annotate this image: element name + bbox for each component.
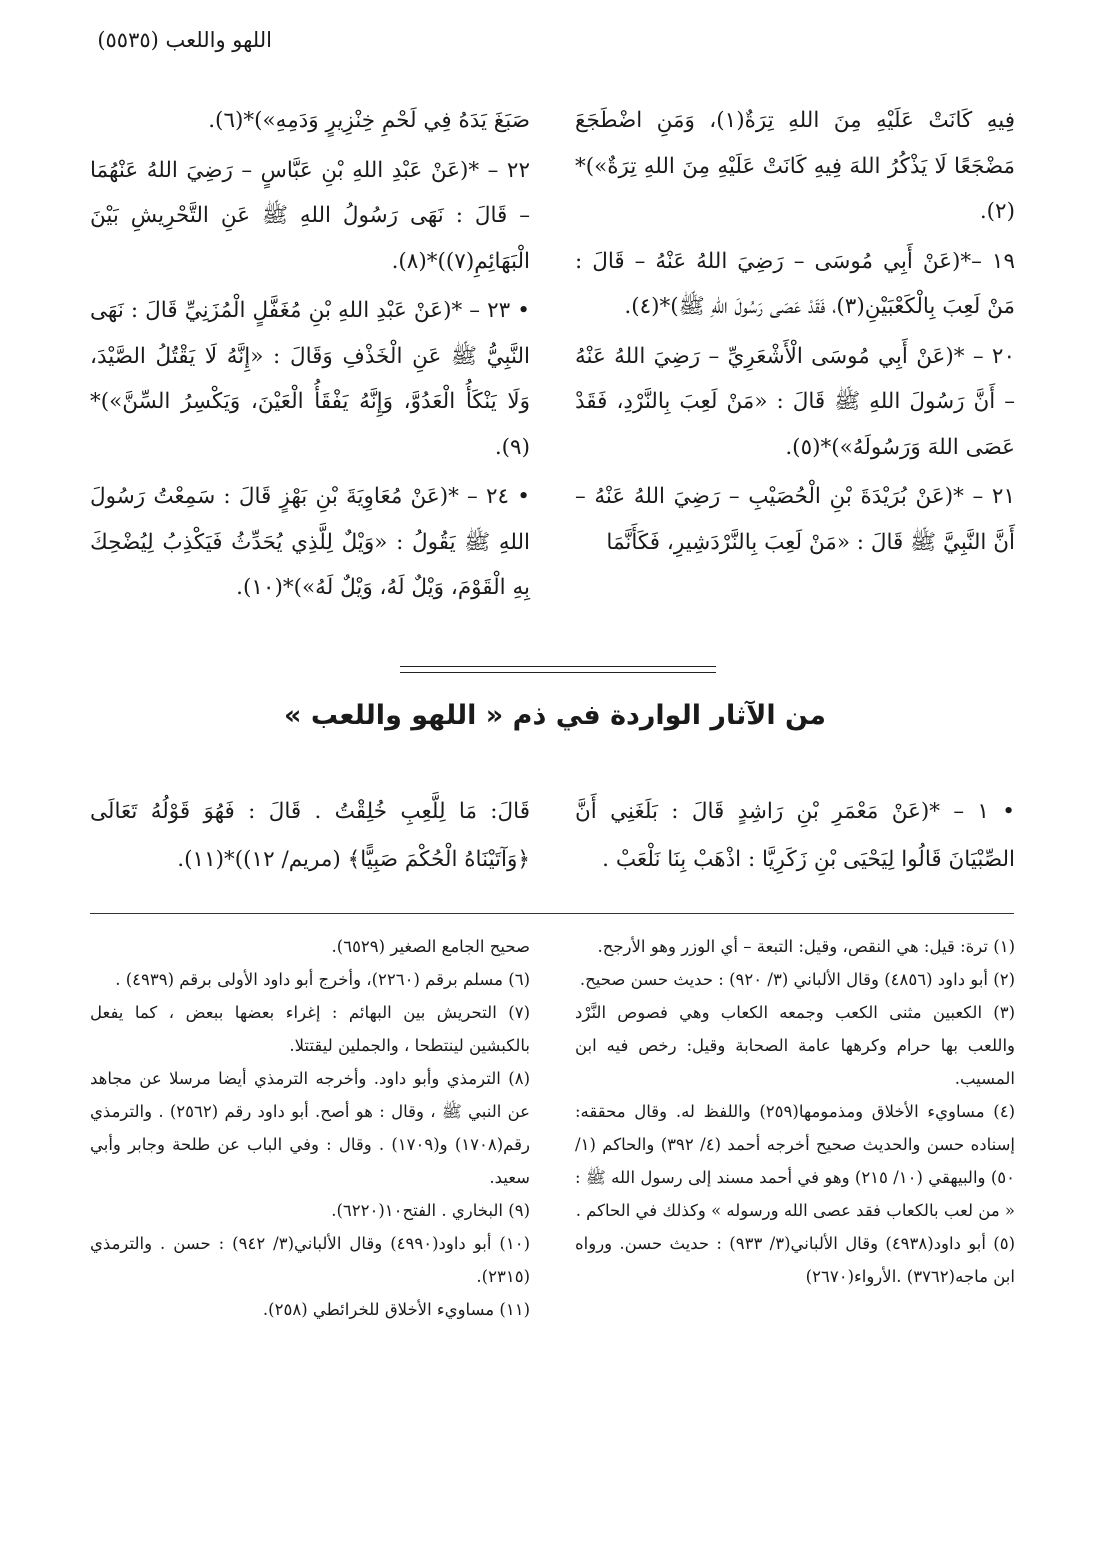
footnote-3: (٣) الكعبين مثنى الكعب وجمعه الكعاب وهي فصوص النَّرْد واللعب بها حرام وكرهها عامة الصحابة وقيل: رخص فيه ابن المسيب. — [575, 1003, 1015, 1088]
footnote-10: (١٠) أبو داود(٤٩٩٠) وقال الألباني(٣/ ٩٤٢) : حسن . والترمذي (٢٣١٥). — [90, 1234, 530, 1286]
footnote-1: (١) ترة: قيل: هي النقص، وقيل: التبعة – أي الوزر وهو الأرجح. — [597, 937, 1015, 956]
footnote-6: (٦) مسلم برقم (٢٢٦٠)، وأخرج أبو داود الأولى برقم (٤٩٣٩) . — [115, 970, 530, 989]
hadith-20: ٢٠ – *(عَنْ أَبِي مُوسَى الْأَشْعَرِيِّ – رَضِيَ اللهُ عَنْهُ – أَنَّ رَسُولَ اللهِ ﷺ قَالَ : «مَنْ لَعِبَ بِالنَّرْدِ، فَقَدْ عَصَى اللهَ وَرَسُولَهُ»)*(٥). — [575, 343, 1015, 460]
footnotes-left — [90, 930, 530, 1326]
footnote-11: (١١) مساويء الأخلاق للخرائطي (٢٥٨). — [262, 1300, 530, 1319]
hadith-22: ٢٢ – *(عَنْ عَبْدِ اللهِ بْنِ عَبَّاسٍ – رَضِيَ اللهُ عَنْهُمَا – قَالَ : نَهَى رَسُولُ اللهِ ﷺ عَنِ التَّحْرِيشِ بَيْنَ الْبَهَائِمِ(٧))*(٨). — [90, 157, 530, 274]
running-header: اللهو واللعب (٥٥٣٥) — [97, 28, 272, 52]
footnote-7: (٧) التحريش بين البهائم : إغراء بعضها ببعض ، كما يفعل بالكبشين لينتطحا ، والجملين ليقتتلا. — [90, 1003, 530, 1055]
footnote-5: (٥) أبو داود(٤٩٣٨) وقال الألباني(٣/ ٩٣٣) : حديث حسن. ورواه ابن ماجه(٣٧٦٢) .الأرواء(٢٦٧٠) — [575, 1234, 1016, 1286]
hadith-24: • ٢٤ – *(عَنْ مُعَاوِيَةَ بْنِ بَهْزٍ قَالَ : سَمِعْتُ رَسُولَ اللهِ ﷺ يَقُولُ : «وَيْلٌ لِلَّذِي يُحَدِّثُ فَيَكْذِبُ لِيُضْحِكَ بِهِ الْقَوْمَ، وَيْلٌ لَهُ، وَيْلٌ لَهُ»)*(١٠). — [90, 484, 530, 600]
footnote-4: (٤) مساويء الأخلاق ومذمومها(٢٥٩) واللفظ له. وقال محققه: إسناده حسن والحديث صحيح أخرجه أحمد (٤/ ٣٩٢) والحاكم (١/ ٥٠) والبيهقي (١٠/ ٢١٥) وهو في أحمد مسند إلى رسول الله ﷺ : « من لعب بالكعاب فقد عصى الله ورسوله » وكذلك في الحاكم . — [575, 1102, 1015, 1220]
footnote-5-end: صحيح الجامع الصغير (٦٥٢٩). — [331, 937, 530, 956]
hadith-column-left — [90, 98, 530, 611]
athar-1-start: • ١ – *(عَنْ مَعْمَرِ بْنِ رَاشِدٍ قَالَ : بَلَغَنِي أَنَّ الصِّبْيَانَ قَالُوا لِيَحْيَى بْنِ زَكَرِيَّا : اذْهَبْ بِنَا نَلْعَبْ . — [575, 799, 1015, 872]
footnotes-right — [575, 930, 1015, 1293]
hadith-21-end: صَبَغَ يَدَهُ فِي لَحْمِ خِنْزِيرٍ وَدَمِهِ»)*(٦). — [208, 108, 530, 133]
footnote-8: (٨) الترمذي وأبو داود. وأخرجه الترمذي أيضا مرسلا عن مجاهد عن النبي ﷺ ، وقال : هو أصح. أبو داود رقم (٢٥٦٢) . والترمذي رقم(١٧٠٨) و(١٧٠٩) . وقال : وفي الباب عن طلحة وجابر وأبي سعيد. — [90, 1069, 531, 1187]
hadith-column-right — [575, 98, 1015, 565]
section-divider-bottom — [400, 672, 716, 673]
hadith-continuation: فِيهِ كَانَتْ عَلَيْهِ مِنَ اللهِ تِرَةٌ(١)، وَمَنِ اضْطَجَعَ مَضْجَعًا لَا يَذْكُرُ اللهَ فِيهِ كَانَتْ عَلَيْهِ مِنَ اللهِ تِرَةٌ»)*(٢). — [575, 108, 1016, 224]
hadith-19: ١٩ –*(عَنْ أَبِي مُوسَى – رَضِيَ اللهُ عَنْهُ – قَالَ : مَنْ لَعِبَ بِالْكَعْبَيْنِ(٣)، فَقَدْ عَصَى رَسُولَ اللهِ ﷺ)*(٤). — [575, 248, 1015, 319]
section-divider-top — [400, 666, 716, 667]
footnote-rule — [90, 913, 1014, 914]
footnote-9: (٩) البخاري . الفتح١٠(٦٢٢٠). — [331, 1201, 530, 1220]
athar-column-right — [575, 788, 1015, 884]
athar-1-end: قَالَ: مَا لِلَّعِبِ خُلِقْتُ . قَالَ : فَهُوَ قَوْلُهُ تَعَالَى ﴿وَآتَيْنَاهُ الْحُكْمَ صَبِيًّا﴾ (مريم/ ١٢))*(١١). — [90, 799, 530, 872]
footnote-2: (٢) أبو داود (٤٨٥٦) وقال الألباني (٣/ ٩٢٠) : حديث حسن صحيح. — [579, 970, 1015, 989]
section-title: من الآثار الواردة في ذم « اللهو واللعب » — [283, 700, 827, 731]
hadith-21: ٢١ – *(عَنْ بُرَيْدَةَ بْنِ الْحُصَيْبِ – رَضِيَ اللهُ عَنْهُ – أَنَّ النَّبِيَّ ﷺ قَالَ : «مَنْ لَعِبَ بِالنَّرْدَشِيرِ، فَكَأَنَّمَا — [575, 484, 1015, 555]
hadith-23: • ٢٣ – *(عَنْ عَبْدِ اللهِ بْنِ مُغَفَّلٍ الْمُزَنِيِّ قَالَ : نَهَى النَّبِيُّ ﷺ عَنِ الْخَذْفِ وَقَالَ : «إِنَّهُ لَا يَقْتُلُ الصَّيْدَ، وَلَا يَنْكَأُ الْعَدُوَّ، وَإِنَّهُ يَفْقَأُ الْعَيْنَ، وَيَكْسِرُ السِّنَّ»)*(٩). — [90, 298, 530, 460]
athar-column-left — [90, 788, 530, 884]
